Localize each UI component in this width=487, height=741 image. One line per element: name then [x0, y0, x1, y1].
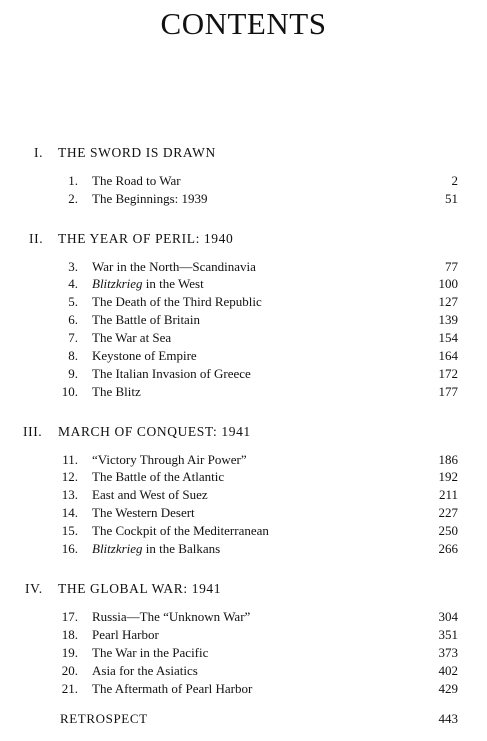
retrospect-page: 443 [438, 711, 458, 726]
entry-number: 11. [62, 452, 78, 467]
entry-title: The War at Sea [92, 330, 172, 345]
entry-page: 227 [438, 505, 458, 520]
toc-entry[interactable] [0, 366, 487, 384]
entry-number: 14. [61, 505, 78, 520]
entry-title: The Road to War [92, 173, 181, 188]
entry-page: 164 [438, 348, 458, 363]
entry-number: 21. [61, 681, 78, 696]
entry-page: 77 [445, 259, 458, 274]
part-numeral: II. [29, 231, 44, 246]
entry-number: 1. [68, 173, 78, 188]
toc-entry[interactable] [0, 312, 487, 330]
entry-page: 429 [438, 681, 458, 696]
entry-title: The Cockpit of the Mediterranean [92, 523, 269, 538]
toc-entry[interactable] [0, 452, 487, 470]
toc-entry[interactable] [0, 681, 487, 699]
entry-page: 192 [438, 469, 458, 484]
entry-title: “Victory Through Air Power” [92, 452, 247, 467]
entry-page: 139 [438, 312, 458, 327]
entry-page: 266 [438, 541, 458, 556]
part-label: THE SWORD IS DRAWN [58, 145, 216, 160]
entry-page: 186 [438, 452, 458, 467]
entry-title: The Battle of the Atlantic [92, 469, 225, 484]
toc-entry[interactable] [0, 294, 487, 312]
toc-entry[interactable] [0, 505, 487, 523]
entry-number: 20. [61, 663, 78, 678]
entry-number: 6. [68, 312, 78, 327]
toc-entry[interactable] [0, 523, 487, 541]
part-numeral: III. [23, 424, 43, 439]
entry-title: East and West of Suez [92, 487, 208, 502]
entry-title: The Battle of Britain [92, 312, 200, 327]
entry-title-rest: in the West [142, 276, 204, 291]
entry-title [92, 541, 220, 557]
entry-page: 402 [438, 663, 458, 678]
entry-page: 100 [438, 276, 458, 291]
toc-entry[interactable] [0, 609, 487, 627]
entry-title: The Blitz [92, 384, 141, 399]
entry-number: 10. [61, 384, 78, 399]
part-numeral: I. [34, 145, 44, 160]
toc-entry[interactable] [0, 330, 487, 348]
entry-number: 9. [68, 366, 78, 381]
entry-title: Pearl Harbor [92, 627, 159, 642]
entry-title: The Italian Invasion of Greece [92, 366, 251, 381]
entry-title: The Aftermath of Pearl Harbor [92, 681, 253, 696]
entry-number: 3. [68, 259, 78, 274]
toc-entry[interactable] [0, 276, 487, 294]
entry-page: 211 [438, 487, 458, 502]
page-title: CONTENTS [160, 6, 327, 41]
entry-number: 7. [68, 330, 78, 345]
entry-title [92, 276, 204, 292]
entry-page: 2 [451, 173, 458, 188]
entry-number: 13. [61, 487, 78, 502]
entry-number: 5. [68, 294, 78, 309]
toc-entry[interactable] [0, 487, 487, 505]
entry-title: The War in the Pacific [92, 645, 209, 660]
entry-title-rest: in the Balkans [142, 541, 221, 556]
entry-page: 304 [438, 609, 458, 624]
entry-title: Asia for the Asiatics [92, 663, 198, 678]
entry-page: 250 [438, 523, 458, 538]
entry-number: 16. [61, 541, 78, 556]
entry-title: The Western Desert [92, 505, 195, 520]
entry-title: The Beginnings: 1939 [92, 191, 208, 206]
toc-entry[interactable] [0, 645, 487, 663]
entry-title: War in the North—Scandinavia [92, 259, 256, 274]
part-label: THE GLOBAL WAR: 1941 [58, 581, 222, 596]
entry-number: 4. [68, 276, 78, 291]
part-numeral: IV. [25, 581, 43, 596]
entry-page: 127 [438, 294, 458, 309]
toc-entry[interactable] [0, 541, 487, 559]
entry-number: 8. [68, 348, 78, 363]
entry-number: 18. [61, 627, 78, 642]
toc-entry[interactable] [0, 663, 487, 681]
entry-title: Keystone of Empire [92, 348, 197, 363]
entry-title: Russia—The “Unknown War” [92, 609, 251, 624]
entry-title-italic: Blitzkrieg [92, 276, 143, 291]
toc-entry[interactable] [0, 173, 487, 191]
entry-page: 172 [438, 366, 458, 381]
retrospect-label[interactable]: RETROSPECT [60, 711, 148, 726]
toc-entry[interactable] [0, 259, 487, 277]
entry-title-italic: Blitzkrieg [92, 541, 143, 556]
toc-entry[interactable] [0, 191, 487, 209]
entry-number: 19. [61, 645, 78, 660]
part-label: THE YEAR OF PERIL: 1940 [58, 231, 234, 246]
toc-entry[interactable] [0, 469, 487, 487]
toc-entry[interactable] [0, 384, 487, 402]
entry-page: 351 [438, 627, 458, 642]
toc-entry[interactable] [0, 627, 487, 645]
entry-page: 177 [438, 384, 458, 399]
entry-number: 2. [68, 191, 78, 206]
entry-page: 154 [438, 330, 458, 345]
entry-page: 51 [445, 191, 458, 206]
part-label: MARCH OF CONQUEST: 1941 [58, 424, 251, 439]
entry-number: 17. [61, 609, 78, 624]
entry-number: 12. [61, 469, 78, 484]
entry-page: 373 [438, 645, 458, 660]
toc-entry[interactable] [0, 348, 487, 366]
entry-number: 15. [61, 523, 78, 538]
entry-title: The Death of the Third Republic [92, 294, 262, 309]
